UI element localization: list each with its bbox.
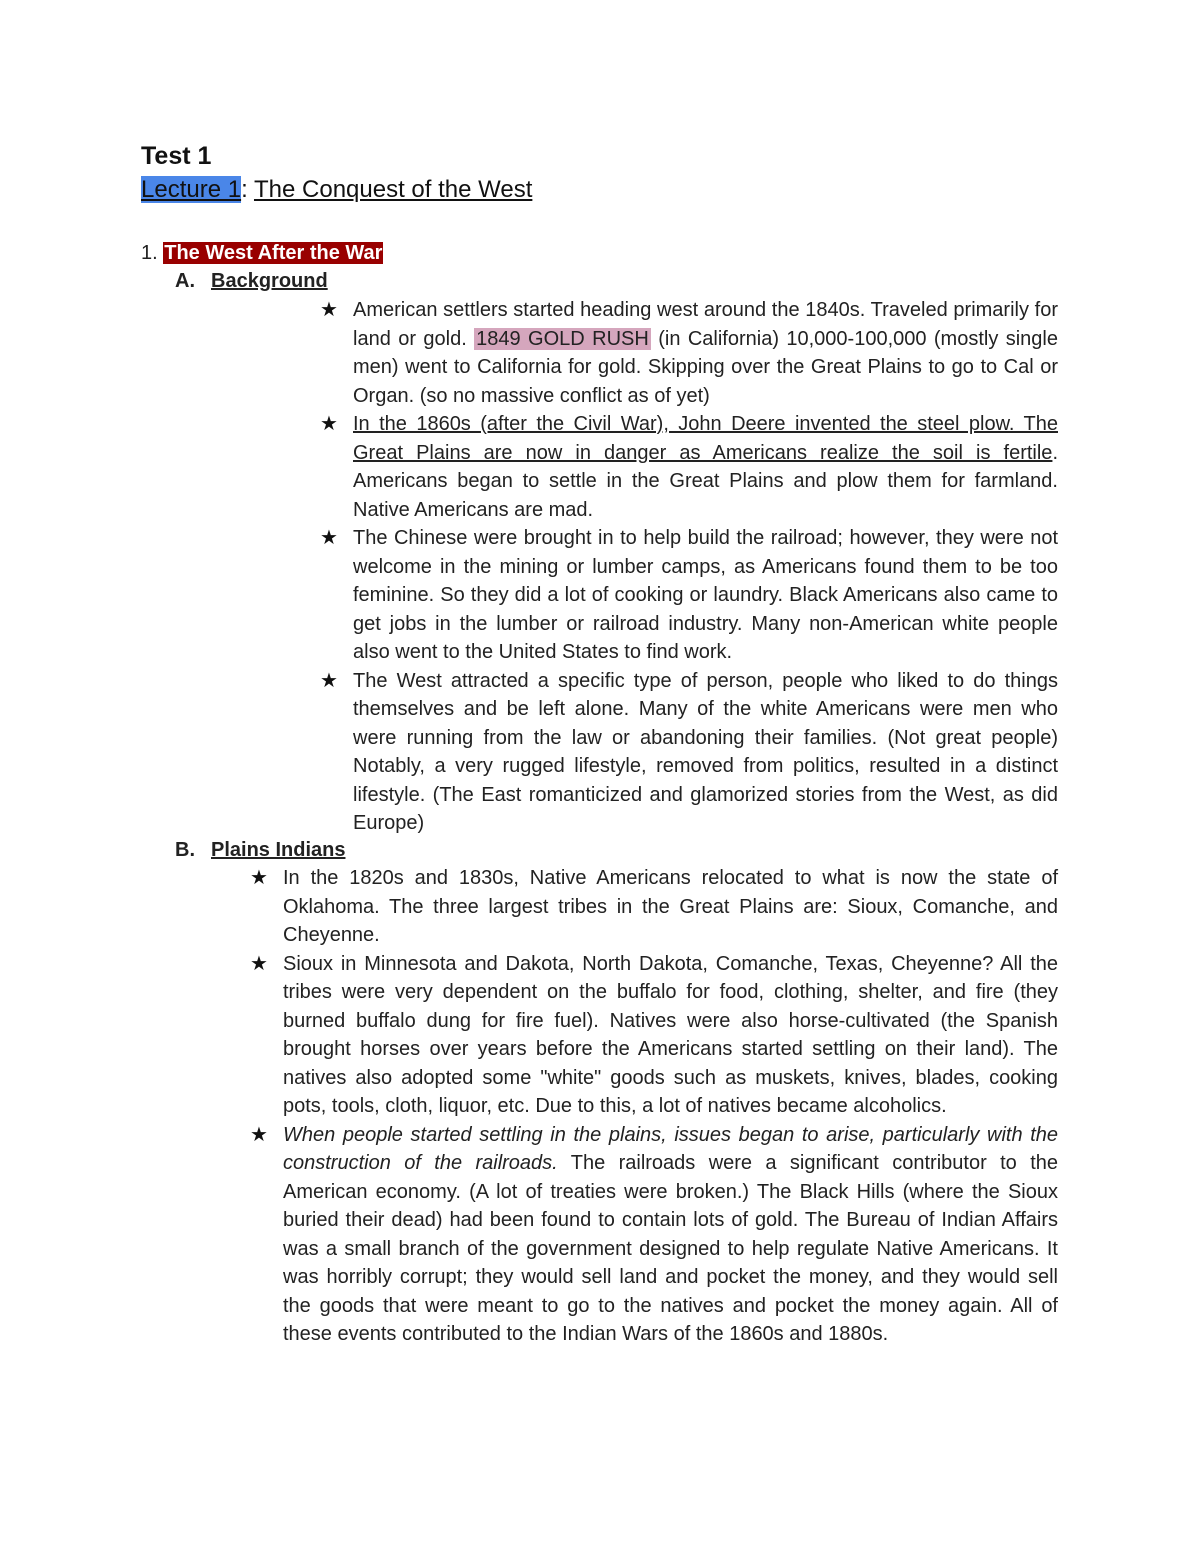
star-bullet-icon: ★ [320,527,338,549]
subsection-heading-plains-indians [175,836,345,864]
bullet-text: The West attracted a specific type of person, people who liked to do things themselves and be left alone. Many of the white Americans were men who were running from the law or abandoning their families. (Not great people) Notably, a very rugged lifestyle, removed from politics, resulted in a distinct lifestyle. (The East romanticized and glamorized stories from the West, as did Europe) [353,669,1058,834]
bullet-text: American settlers started heading west around the 1840s. Traveled primarily for land or gold. [353,299,1058,350]
underlined-text: In the 1860s (after the Civil War), John Deere invented the steel plow. The Great Plains are now in danger as Americans realize the soil is fertile [353,413,1058,464]
bullet-item [250,950,1058,1121]
star-bullet-icon: ★ [250,952,268,975]
bullet-text: The railroads were a significant contributor to the American economy. (A lot of treaties were broken.) The Black Hills (where the Sioux buried their dead) had been found to contain lots of gold. The Bureau of Indian Affairs was a small branch of the government designed to help regulate Native Americans. It was horribly corrupt; they would sell land and pocket the money, and they would sell the goods that were meant to go to the natives and pocket the money again. All of these events contributed to the Indian Wars of the 1860s and 1880s. [283,1152,1058,1345]
lecture-heading [141,174,532,206]
italic-text: When people started settling in the plains, issues began to arise, particularly with the construction of the railroads. [283,1123,1058,1174]
section-title: The West After the War [164,242,383,264]
bullet-item [320,410,1058,524]
star-bullet-icon: ★ [320,413,338,435]
background-bullet-list [320,296,1058,838]
bullet-item [320,524,1058,667]
gold-rush-highlight: 1849 GOLD RUSH [476,327,649,350]
bullet-text: . Americans began to settle in the Great Plains and plow them for farmland. Native Americans are mad. [353,441,1058,521]
bullet-item [250,864,1058,950]
bullet-text: (in California) 10,000-100,000 (mostly single men) went to California for gold. Skipping over the Great Plains to go to Cal or Organ. (so no massive conflict as of yet) [353,327,1058,407]
star-bullet-icon: ★ [320,299,338,321]
bullet-text: In the 1820s and 1830s, Native Americans relocated to what is now the state of Oklahoma. The three largest tribes in the Great Plains are: Sioux, Comanche, and Cheyenne. [283,867,1058,946]
bullet-text: The Chinese were brought in to help build the railroad; however, they were not welcome in the mining or lumber camps, as Americans found them to be too feminine. So they did a lot of cooking or laundry. Black Americans also came to get jobs in the lumber or railroad industry. Many non-American white people also went to the United States to find work. [353,527,1058,663]
subsection-label: B. [175,839,195,861]
bullet-item [320,296,1058,410]
bullet-text: Sioux in Minnesota and Dakota, North Dakota, Comanche, Texas, Cheyenne? All the tribes were very dependent on the buffalo for food, clothing, shelter, and fire (they burned buffalo dung for fire fuel). Natives were also horse-cultivated (the Spanish brought horses over years before the Americans started settling on their land). The natives also adopted some "white" goods such as muskets, knives, blades, cooking pots, tools, cloth, liquor, etc. Due to this, a lot of natives became alcoholics. [283,952,1058,1117]
section-heading [141,239,383,267]
section-number: 1. [141,242,158,264]
lecture-number: Lecture 1 [141,176,242,203]
subsection-label: A. [175,270,195,292]
star-bullet-icon: ★ [250,1123,268,1146]
bullet-item [250,1121,1058,1349]
star-bullet-icon: ★ [250,867,268,889]
bullet-item [320,667,1058,838]
subsection-heading-background [175,267,328,295]
plains-indians-bullet-list [250,864,1058,1349]
star-bullet-icon: ★ [320,669,338,692]
lecture-title: The Conquest of the West [253,176,533,203]
lecture-separator: : [241,176,248,203]
document-title: Test 1 [141,142,212,170]
subsection-title: Background [211,270,328,292]
subsection-title: Plains Indians [211,839,346,861]
